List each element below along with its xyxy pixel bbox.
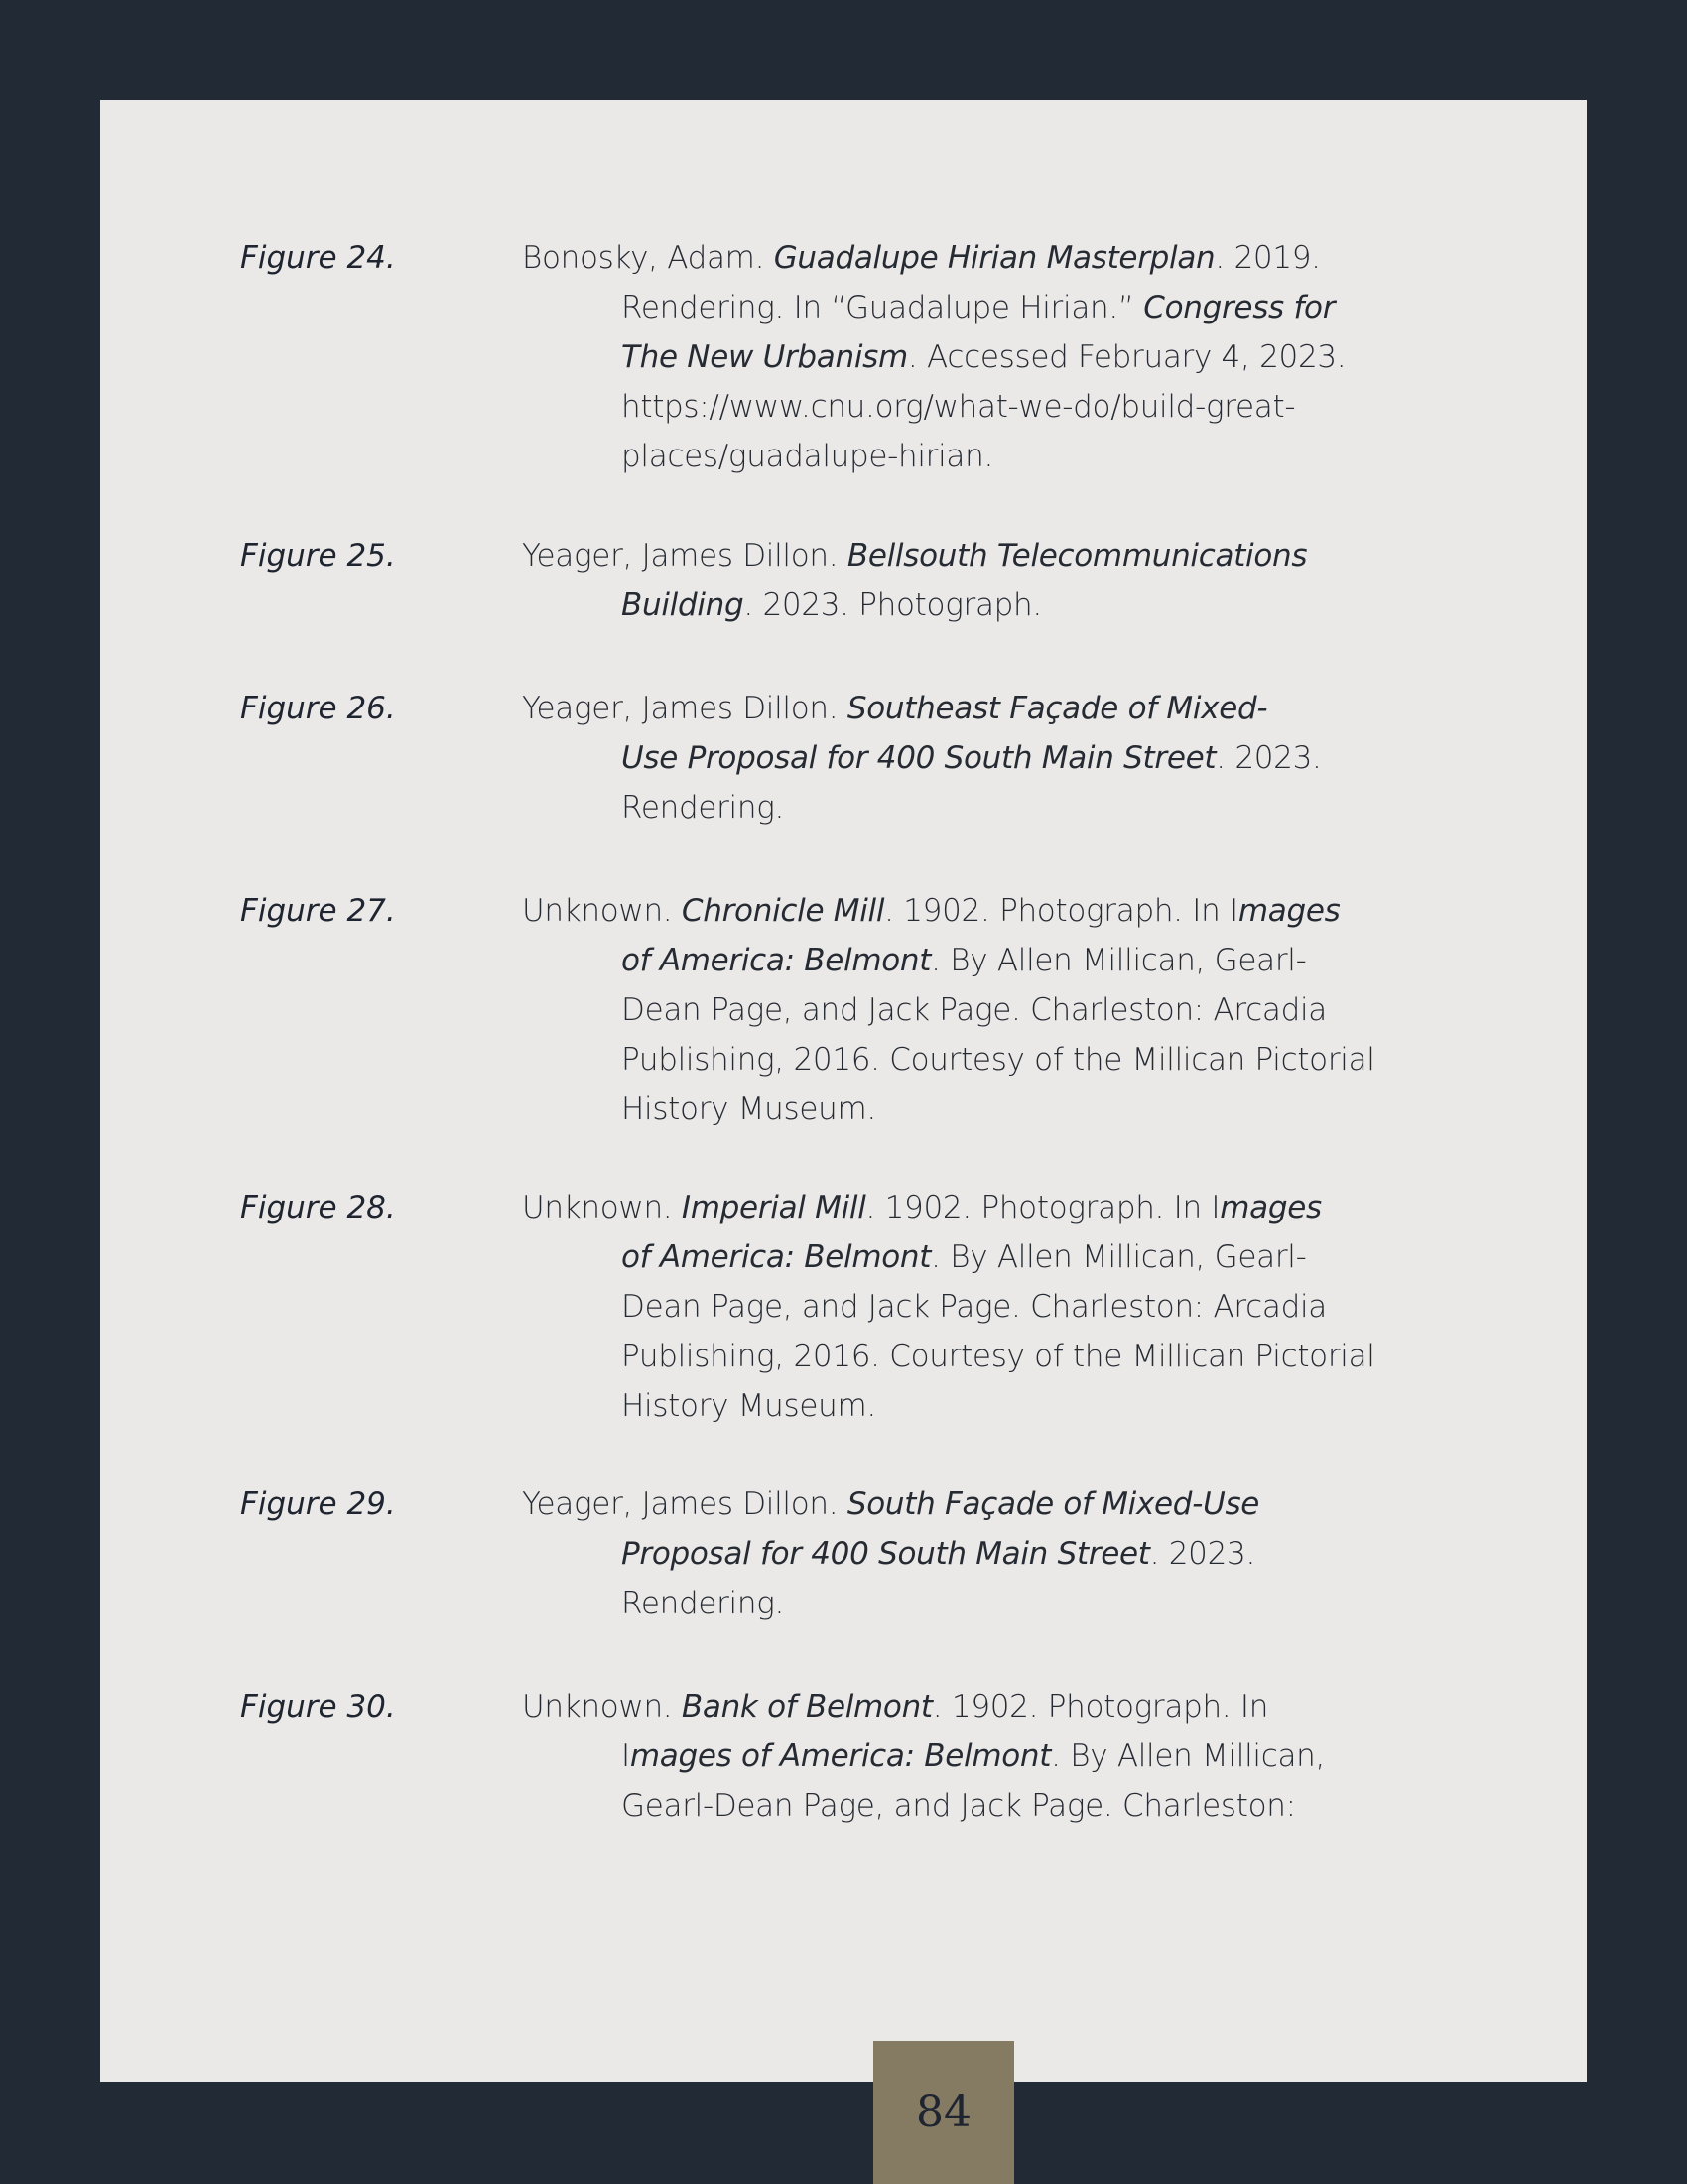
citation-text: . By Allen Millican, Gearl- xyxy=(931,943,1307,978)
italic-text: of America: Belmont xyxy=(621,1239,932,1275)
citation-text: Bonosky, Adam. xyxy=(522,240,774,276)
citation-line xyxy=(522,432,1346,481)
citation-text: Rendering. In “Guadalupe Hirian.” xyxy=(621,290,1144,325)
citation-line xyxy=(522,580,1307,630)
italic-text: Bellsouth Telecommunications xyxy=(846,538,1308,574)
citation-text: . By Allen Millican, Gearl- xyxy=(931,1239,1307,1275)
citation-line xyxy=(522,233,1346,283)
citation xyxy=(522,1682,1325,1831)
citation-line xyxy=(522,1381,1375,1431)
citation-text: . 2023. xyxy=(1149,1536,1256,1572)
citation-text: Yeager, James Dillon. xyxy=(522,691,847,726)
citation-text: Dean Page, and Jack Page. Charleston: Arcadia xyxy=(621,1289,1328,1325)
italic-text: mages xyxy=(1220,1190,1322,1225)
citation-line xyxy=(522,332,1346,382)
citation-line xyxy=(522,985,1375,1035)
citation-line xyxy=(522,783,1322,833)
italic-text: of America: Belmont xyxy=(621,943,932,978)
citation xyxy=(522,1479,1259,1628)
italic-text: The New Urbanism xyxy=(621,339,908,375)
citation-line xyxy=(522,684,1322,733)
citation-text: I xyxy=(621,1738,630,1774)
figure-label: Figure 27. xyxy=(240,893,396,929)
figure-label: Figure 28. xyxy=(240,1190,396,1225)
citation-line xyxy=(522,1732,1325,1781)
page-number: 84 xyxy=(916,2087,972,2137)
citation-text: places/guadalupe-hirian. xyxy=(621,439,994,474)
citation-line xyxy=(522,1035,1375,1085)
citation-text: https://www.cnu.org/what-we-do/build-great- xyxy=(621,389,1296,425)
citation-text: History Museum. xyxy=(621,1388,876,1424)
citation-text: . 1902. Photograph. In I xyxy=(865,1190,1221,1225)
italic-text: Imperial Mill xyxy=(681,1190,866,1225)
citation-line xyxy=(522,1183,1375,1232)
italic-text: Congress for xyxy=(1143,290,1336,325)
citation-text: Unknown. xyxy=(522,1190,682,1225)
document-page xyxy=(100,100,1587,2137)
figure-label: Figure 25. xyxy=(240,538,396,574)
citation-line xyxy=(522,1085,1375,1134)
figure-label: Figure 29. xyxy=(240,1486,396,1522)
page-number-box xyxy=(873,2041,1014,2184)
citation-text: Yeager, James Dillon. xyxy=(522,1486,847,1522)
italic-text: Building xyxy=(621,587,744,623)
citation xyxy=(522,886,1375,1134)
citation-text: . 1902. Photograph. In xyxy=(932,1689,1269,1725)
italic-text: Chronicle Mill xyxy=(681,893,885,929)
citation xyxy=(522,531,1307,630)
citation-line xyxy=(522,1682,1325,1732)
citation-line xyxy=(522,382,1346,432)
figure-label: Figure 30. xyxy=(240,1689,396,1725)
figure-label: Figure 26. xyxy=(240,691,396,726)
citation-text: . By Allen Millican, xyxy=(1051,1738,1326,1774)
citation-text: . 1902. Photograph. In I xyxy=(884,893,1238,929)
citation-text: . Accessed February 4, 2023. xyxy=(907,339,1347,375)
figure-label: Figure 24. xyxy=(240,240,396,276)
citation-line xyxy=(522,1579,1259,1628)
citation-line xyxy=(522,1781,1325,1831)
citation-text: Dean Page, and Jack Page. Charleston: Arcadia xyxy=(621,992,1328,1028)
citation-text: Rendering. xyxy=(621,1586,785,1621)
citation-line xyxy=(522,1232,1375,1282)
citation xyxy=(522,233,1346,481)
italic-text: mages of America: Belmont xyxy=(629,1738,1052,1774)
italic-text: Use Proposal for 400 South Main Street xyxy=(621,740,1217,776)
citation-line xyxy=(522,531,1307,580)
citation-text: . 2019. xyxy=(1215,240,1321,276)
citation-text: History Museum. xyxy=(621,1092,876,1127)
italic-text: Guadalupe Hirian Masterplan xyxy=(773,240,1216,276)
citation-text: Gearl-Dean Page, and Jack Page. Charleston: xyxy=(621,1788,1296,1824)
italic-text: mages xyxy=(1237,893,1341,929)
italic-text: South Façade of Mixed-Use xyxy=(846,1486,1260,1522)
citation xyxy=(522,684,1322,833)
citation-line xyxy=(522,886,1375,936)
citation-line xyxy=(522,283,1346,332)
citation-text: Publishing, 2016. Courtesy of the Millican Pictorial xyxy=(621,1042,1375,1078)
citation-text: Unknown. xyxy=(522,893,682,929)
citation-text: Rendering. xyxy=(621,790,785,826)
citation-text: . 2023. Photograph. xyxy=(743,587,1042,623)
citation-text: Unknown. xyxy=(522,1689,682,1725)
citation-line xyxy=(522,1332,1375,1381)
citation-line xyxy=(522,1282,1375,1332)
citation-line xyxy=(522,936,1375,985)
citation-line xyxy=(522,1529,1259,1579)
citation-text: Yeager, James Dillon. xyxy=(522,538,847,574)
italic-text: Proposal for 400 South Main Street xyxy=(621,1536,1150,1572)
citation-text: Publishing, 2016. Courtesy of the Millican Pictorial xyxy=(621,1339,1375,1374)
italic-text: Southeast Façade of Mixed- xyxy=(846,691,1268,726)
italic-text: Bank of Belmont xyxy=(681,1689,933,1725)
citation-line xyxy=(522,1479,1259,1529)
citation-text: . 2023. xyxy=(1216,740,1322,776)
citation-line xyxy=(522,733,1322,783)
citation xyxy=(522,1183,1375,1431)
